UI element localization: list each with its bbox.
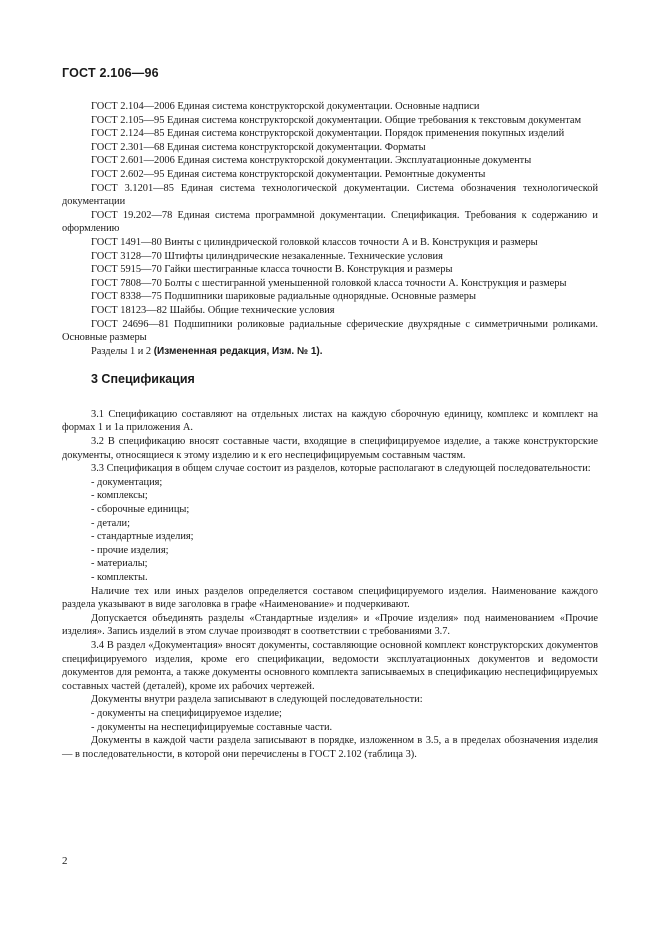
paragraph-3-4: 3.4 В раздел «Документация» вносят документы, составляющие основной комплект конструкторских документов специфицируемого изделия, кроме его спецификации, ведомости эксплуатационных документов и ведомости документов для ремонта, а также документы основного комплекта записываемых в спецификацию неспецифицируемых составных частей (деталей), кроме их рабочих чертежей. (62, 639, 598, 692)
list-item: - документы на неспецифицируемые составные части. (91, 721, 333, 733)
reference-item: ГОСТ 2.601—2006 Единая система конструкторской документации. Эксплуатационные документы (91, 155, 532, 167)
amendment-bold: (Измененная редакция, Изм. № 1). (153, 345, 323, 357)
list-item: - детали; (91, 517, 130, 529)
page-number: 2 (62, 855, 68, 867)
document-header: ГОСТ 2.106—96 (62, 66, 159, 80)
section-title: 3 Спецификация (91, 372, 195, 387)
reference-item: ГОСТ 3128—70 Штифты цилиндрические незакаленные. Технические условия (91, 250, 443, 262)
paragraph-documents: Документы внутри раздела записывают в следующей последовательности: (91, 694, 423, 706)
list-item: - прочие изделия; (91, 544, 169, 556)
list-item: - документы на специфицируемое изделие; (91, 707, 282, 719)
reference-item: ГОСТ 2.301—68 Единая система конструкторской документации. Форматы (91, 141, 426, 153)
reference-item: ГОСТ 3.1201—85 Единая система технологической документации. Система обозначения технологической документации (62, 182, 598, 208)
reference-item: ГОСТ 2.105—95 Единая система конструкторской документации. Общие требования к текстовым документам (91, 114, 582, 126)
paragraph-3-3: 3.3 Спецификация в общем случае состоит из разделов, которые располагают в следующей последовательности: (91, 463, 591, 475)
reference-item: ГОСТ 5915—70 Гайки шестигранные класса точности В. Конструкция и размеры (91, 264, 453, 276)
document-body (62, 100, 598, 761)
list-item: - комплекты. (91, 572, 148, 583)
reference-item: ГОСТ 18123—82 Шайбы. Общие технические условия (91, 304, 335, 316)
reference-item: ГОСТ 1491—80 Винты с цилиндрической головкой классов точности А и В. Конструкция и размеры (91, 236, 538, 248)
reference-item: ГОСТ 7808—70 Болты с шестигранной уменьшенной головкой класса точности А. Конструкция и размеры (91, 277, 567, 289)
reference-item: ГОСТ 19.202—78 Единая система программной документации. Спецификация. Требования к содержанию и оформлению (62, 209, 598, 235)
reference-item: ГОСТ 24696—81 Подшипники роликовые радиальные сферические двухрядные с симметричными роликами. Основные размеры (62, 318, 598, 344)
reference-item: ГОСТ 2.602—95 Единая система конструкторской документации. Ремонтные документы (91, 168, 486, 180)
list-item: - стандартные изделия; (91, 531, 194, 543)
paragraph-3-1: 3.1 Спецификацию составляют на отдельных листах на каждую сборочную единицу, комплекс и комплект на формах 1 и 1а приложения А. (62, 408, 598, 434)
paragraph-3-2: 3.2 В спецификацию вносят составные части, входящие в специфицируемое изделие, а также конструкторские документы, относящиеся к этому изделию и к его неспецифицируемым составным частям. (62, 436, 598, 461)
list-item: - комплексы; (91, 490, 148, 502)
paragraph-last: Документы в каждой части раздела записывают в порядке, изложенном в 3.5, а в пределах обозначения изделия — в последовательности, в которой они перечислены в ГОСТ 2.102 (таблица 3). (62, 735, 598, 760)
reference-item: ГОСТ 8338—75 Подшипники шариковые радиальные однорядные. Основные размеры (91, 291, 476, 303)
paragraph-sections: Наличие тех или иных разделов определяется составом специфицируемого изделия. Наименование каждого раздела указывают в виде заголовка в графе «Наименование» и подчеркивают. (62, 585, 598, 611)
references-list (62, 100, 598, 358)
list-item: - материалы; (91, 558, 148, 570)
amendment-note (62, 345, 598, 359)
list-item: - сборочные единицы; (91, 504, 190, 516)
reference-item: ГОСТ 2.104—2006 Единая система конструкторской документации. Основные надписи (91, 101, 480, 112)
list-item: - документация; (91, 476, 163, 488)
paragraph-combine: Допускается объединять разделы «Стандартные изделия» и «Прочие изделия» под наименованием «Прочие изделия». Запись изделий в этом случае производят в соответствии с требованиями 3.7. (62, 612, 598, 638)
reference-item: ГОСТ 2.124—85 Единая система конструкторской документации. Порядок применения покупных изделий (91, 128, 565, 140)
amendment-prefix: Разделы 1 и 2 (91, 345, 154, 357)
